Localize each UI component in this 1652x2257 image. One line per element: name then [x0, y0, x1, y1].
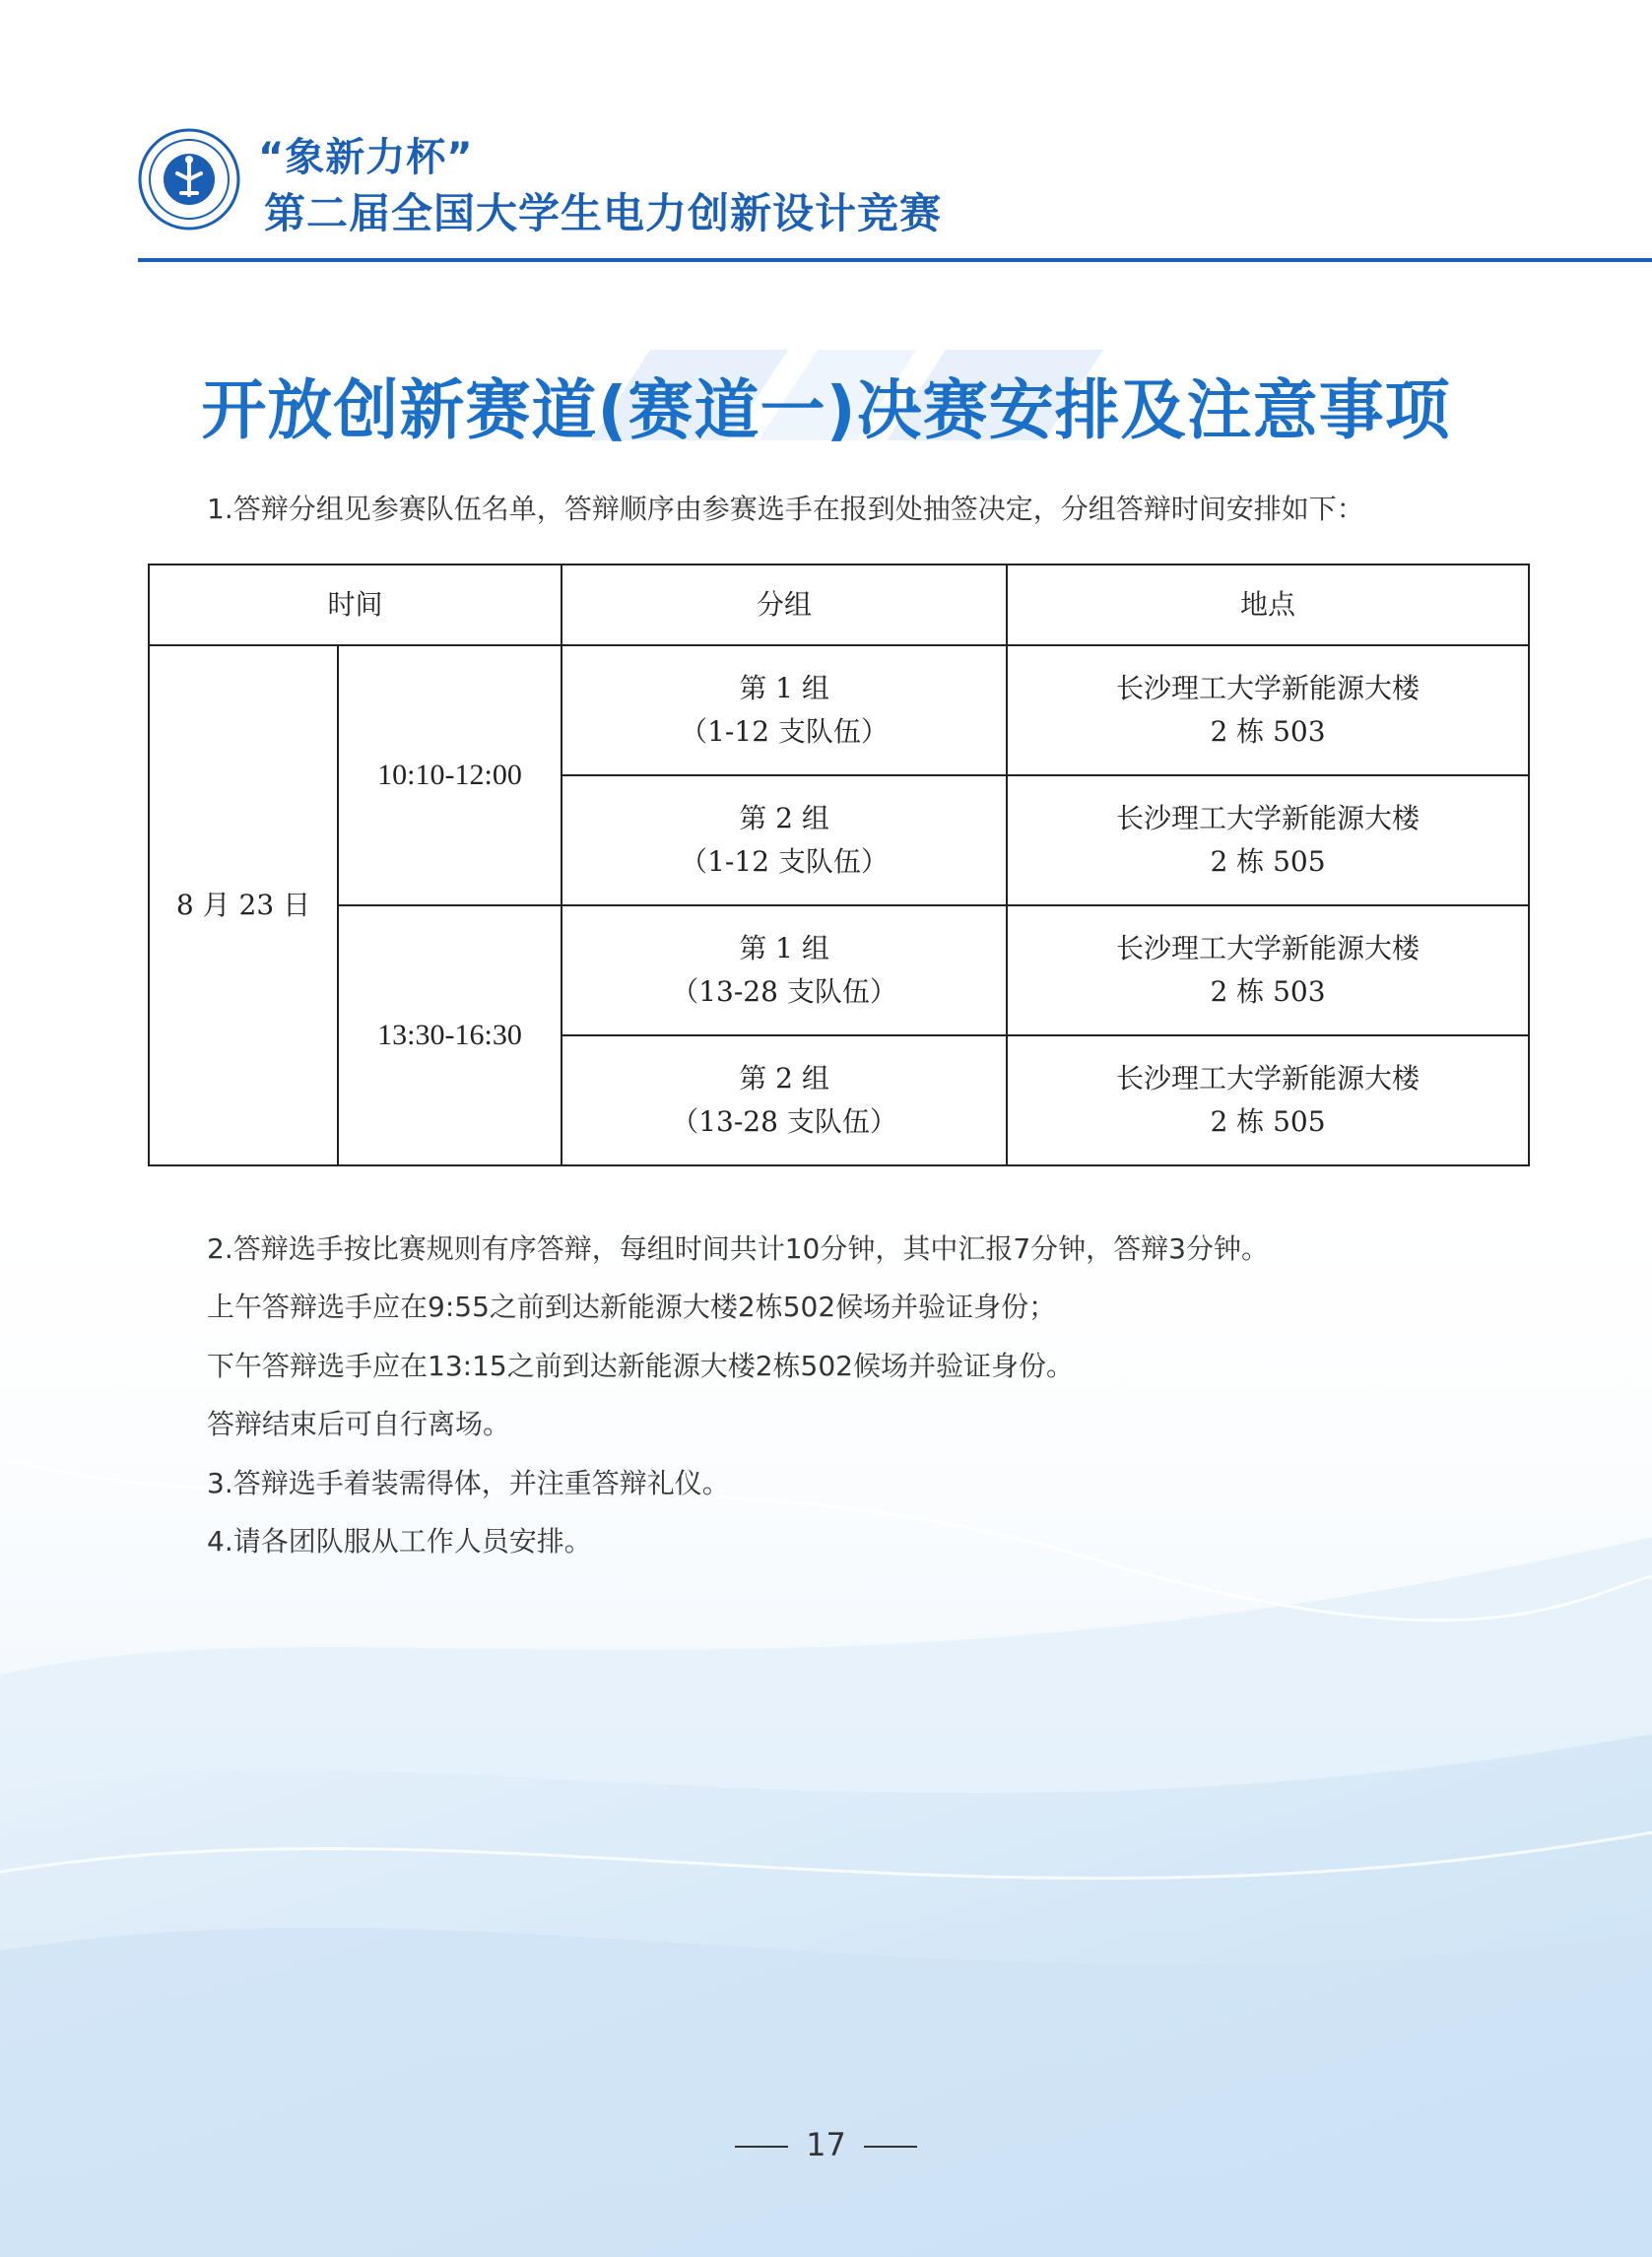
header-group: 分组 — [562, 564, 1007, 645]
footer-dash-left — [735, 2146, 788, 2148]
team-range: （13-28 支队伍） — [671, 975, 897, 1008]
header-venue: 地点 — [1007, 564, 1529, 645]
venue-building: 长沙理工大学新能源大楼 — [1116, 932, 1421, 964]
association-seal-icon — [138, 128, 240, 231]
venue-building: 长沙理工大学新能源大楼 — [1116, 672, 1421, 704]
note-line: 上午答辩选手应在9:55之前到达新能源大楼2栋502候场并验证身份； — [207, 1291, 1057, 1324]
header-time: 时间 — [149, 564, 562, 645]
note-line: 3.答辩选手着装需得体，并注重答辩礼仪。 — [207, 1466, 730, 1499]
group-cell — [562, 645, 1007, 775]
time-slot-cell: 10:10-12:00 — [338, 645, 562, 905]
page-footer — [0, 2126, 1652, 2163]
title-block — [0, 350, 1652, 448]
venue-room: 2 栋 505 — [1210, 1105, 1326, 1138]
group-label: 第 1 组 — [739, 672, 829, 704]
team-range: （1-12 支队伍） — [680, 715, 889, 748]
venue-building: 长沙理工大学新能源大楼 — [1116, 802, 1421, 834]
venue-room: 2 栋 503 — [1210, 975, 1326, 1008]
schedule-table — [148, 564, 1530, 1166]
table-row — [149, 645, 1529, 775]
group-cell — [562, 1035, 1007, 1165]
note-line: 2.答辩选手按比赛规则有序答辩，每组时间共计10分钟，其中汇报7分钟，答辩3分钟。 — [207, 1232, 1269, 1265]
venue-room: 2 栋 503 — [1210, 715, 1326, 748]
venue-cell — [1007, 645, 1529, 775]
note-line: 下午答辩选手应在13:15之前到达新能源大楼2栋502候场并验证身份。 — [207, 1349, 1074, 1382]
venue-cell — [1007, 775, 1529, 905]
notes-list — [207, 1220, 1269, 1570]
venue-cell — [1007, 905, 1529, 1035]
header-title-line1: “象新力杯” — [258, 135, 474, 180]
header-divider — [138, 258, 1652, 262]
page-title: 开放创新赛道(赛道一)决赛安排及注意事项 — [201, 372, 1451, 448]
venue-room: 2 栋 505 — [1210, 845, 1326, 878]
team-range: （13-28 支队伍） — [671, 1105, 897, 1138]
venue-cell — [1007, 1035, 1529, 1165]
table-header-row — [149, 564, 1529, 645]
group-cell — [562, 775, 1007, 905]
page-header — [138, 126, 1652, 264]
note-line: 答辩结束后可自行离场。 — [207, 1408, 511, 1441]
date-cell: 8 月 23 日 — [149, 645, 338, 1165]
page-number: 17 — [806, 2126, 846, 2163]
group-label: 第 1 组 — [739, 932, 829, 964]
team-range: （1-12 支队伍） — [680, 845, 889, 878]
footer-dash-right — [864, 2146, 917, 2148]
group-label: 第 2 组 — [739, 1062, 829, 1095]
header-title-line2: 第二届全国大学生电力创新设计竞赛 — [264, 189, 943, 237]
note-line: 4.请各团队服从工作人员安排。 — [207, 1524, 592, 1558]
group-cell — [562, 905, 1007, 1035]
table-row — [149, 905, 1529, 1035]
group-label: 第 2 组 — [739, 802, 829, 834]
venue-building: 长沙理工大学新能源大楼 — [1116, 1062, 1421, 1095]
time-slot-cell: 13:30-16:30 — [338, 905, 562, 1165]
intro-paragraph: 1.答辩分组见参赛队伍名单，答辩顺序由参赛选手在报到处抽签决定，分组答辩时间安排如下： — [207, 493, 1364, 525]
